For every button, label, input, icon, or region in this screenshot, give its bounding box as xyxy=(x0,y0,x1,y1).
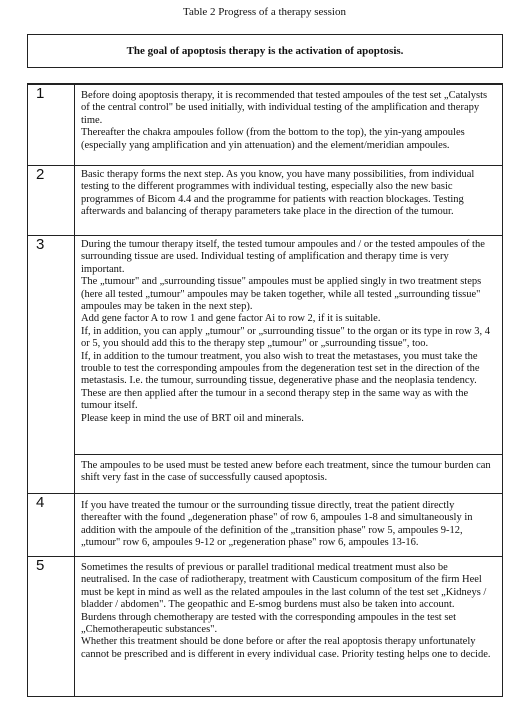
goal-statement: The goal of apoptosis therapy is the activation of apoptosis. xyxy=(126,45,404,57)
table-row xyxy=(28,493,502,556)
paragraph: If, in addition, you can apply „tumour" or „surrounding tissue" to the organ or its type in row 3, 4 or 5, you should add this to the therapy step „tumour" or „surrounding tissue", too. xyxy=(81,325,491,350)
inner-divider xyxy=(74,454,502,455)
paragraph: Please keep in mind the use of BRT oil and minerals. xyxy=(81,412,304,424)
step-text xyxy=(81,169,492,219)
paragraph: Sometimes the results of previous or parallel traditional medical treatment must also be neutralised. In the case of radiotherapy, treatment with Causticum compositum of the firm Heel must be kept in mind as well as the related ampoules in the last column of the test set „Kidneys / bladder / abdomen". The geopathic and E-smog burdens must also be taken into account. Burdens through chemotherapy are tested with the corresponding ampoules in the test set „Chemotherapeutic substances". xyxy=(81,562,487,636)
step-text xyxy=(81,562,492,661)
paragraph: The „tumour" and „surrounding tissue" ampoules must be applied singly in two treatment steps (here all tested „tumour" ampoules may be taken together, while all tested „surrounding tissue" ampoules may be taken in the next step). xyxy=(81,276,482,313)
step-number: 1 xyxy=(36,85,45,102)
step-number: 4 xyxy=(36,494,45,511)
goal-box xyxy=(27,34,503,68)
step-note xyxy=(81,460,492,485)
table-caption: Table 2 Progress of a therapy session xyxy=(183,6,346,18)
paragraph: Add gene factor A to row 1 and gene factor Ai to row 2, if it is suitable. xyxy=(81,313,381,325)
paragraph: The ampoules to be used must be tested anew before each treatment, since the tumour burden can shift very fast in the case of successfully caused apoptosis. xyxy=(81,460,491,484)
paragraph: If you have treated the tumour or the surrounding tissue directly, treat the patient directly thereafter with the found „degeneration phase" of row 6, ampoules 1-8 and simultaneously in addition with the ampoule of the definition of the „transition phase" row 5, ampoules 9-12, „tumour" row 6, ampoules 9-12 or „regeneration phase" row 6, ampoules 13-16. xyxy=(81,500,473,549)
therapy-steps-table xyxy=(27,83,503,697)
table-row xyxy=(28,235,502,493)
paragraph: Basic therapy forms the next step. As you know, you have many possibilities, from individual testing to the different programmes with individual testing, especially also the new basic programmes of Bicom 4.4 and the programme for patients with reaction blockages. Testing afterwards and balancing of therapy parameters take place in the direction of the tumour. xyxy=(81,169,475,218)
table-row xyxy=(28,85,502,165)
table-row xyxy=(28,556,502,697)
step-text xyxy=(81,90,492,152)
step-number: 3 xyxy=(36,236,45,253)
table-row xyxy=(28,165,502,235)
paragraph: Whether this treatment should be done before or after the real apoptosis therapy unfortunately cannot be prescribed and is different in every individual case. Priority testing helps one to decide. xyxy=(81,636,491,660)
step-text xyxy=(81,239,492,425)
paragraph: Before doing apoptosis therapy, it is recommended that tested ampoules of the test set „Catalysts of the central control" be used initially, with individual testing of the amplification and therapy time. xyxy=(81,90,488,126)
paragraph: If, in addition to the tumour treatment, you also wish to treat the metastases, you must take the trouble to test the corresponding ampoules from the degeneration test set in the direction of the metastasis. I.e. the tumour, surrounding tissue, degenerative phase and the neoplasia tendency. These are then applied after the tumour in a second therapy step in the same way as with the tumour itself. xyxy=(81,350,480,412)
step-text xyxy=(81,500,492,550)
step-number: 5 xyxy=(36,557,45,574)
step-number: 2 xyxy=(36,166,45,183)
paragraph: Thereafter the chakra ampoules follow (from the bottom to the top), the yin-yang ampoules (especially yang amplification and yin attenuation) and the element/meridian ampoules. xyxy=(81,127,465,151)
paragraph: During the tumour therapy itself, the tested tumour ampoules and / or the tested ampoules of the surrounding tissue are used. Individual testing of amplification and therapy time is very important. xyxy=(81,239,485,275)
